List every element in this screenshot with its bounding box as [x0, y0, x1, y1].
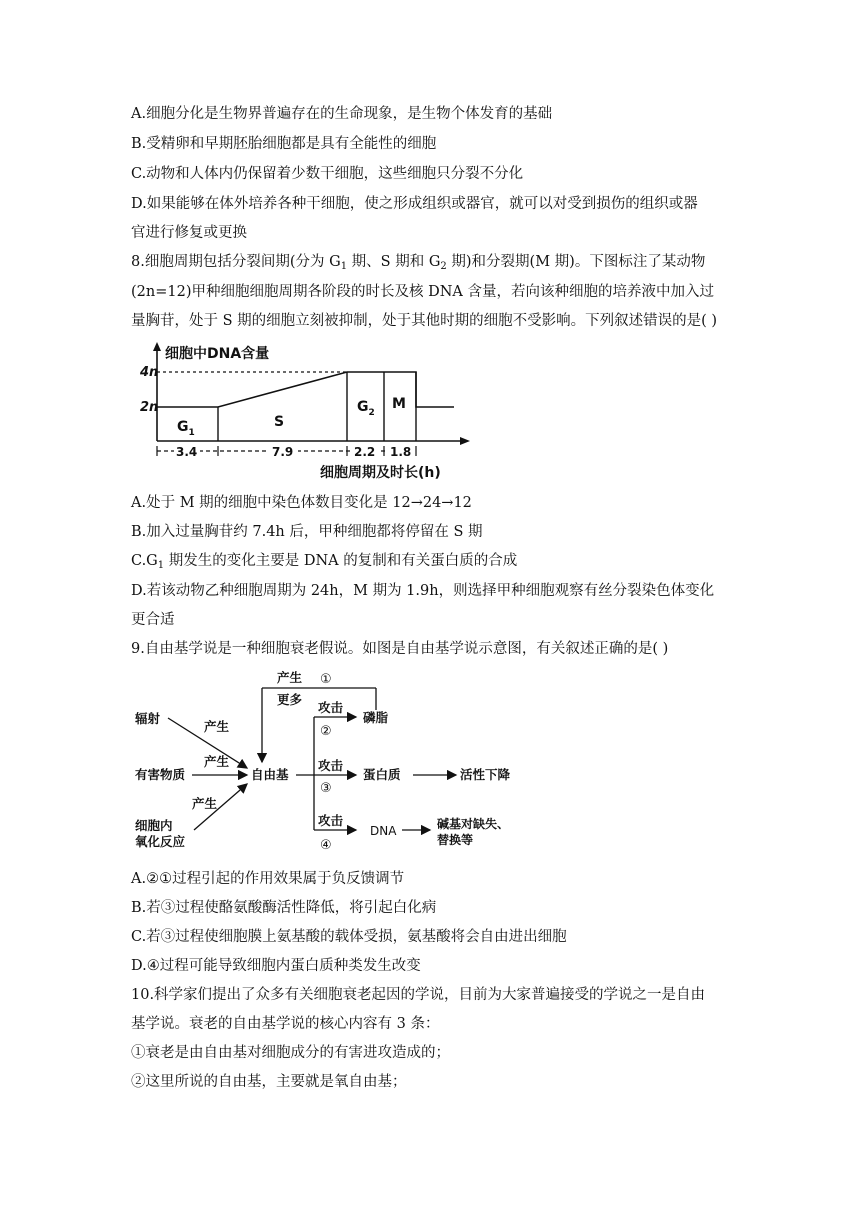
num-3: ③ [320, 781, 332, 796]
free-radical-diagram [130, 666, 530, 860]
more-label: 更多 [277, 692, 303, 707]
q8-stem-line3: 量胸苷，处于 S 期的细胞立刻被抑制，处于其他时期的细胞不受影响。下列叙述错误的是( ) [131, 313, 718, 329]
q7-option-d: D.如果能够在体外培养各种干细胞，使之形成组织或器官，就可以对受到损伤的组织或器 [131, 196, 698, 212]
q8-option-a: A.处于 M 期的细胞中染色体数目变化是 12→24→12 [131, 495, 472, 511]
q10-point-1: ①衰老是由自由基对细胞成分的有害进攻造成的； [131, 1045, 450, 1061]
q8-option-b: B.加入过量胸苷约 7.4h 后，甲种细胞都将停留在 S 期 [131, 524, 483, 540]
q7-option-b: B.受精卵和早期胚胎细胞都是具有全能性的细胞 [131, 136, 437, 152]
x-axis-label: 细胞周期及时长(h) [320, 465, 441, 481]
source-oxidation: 氧化反应 [135, 834, 186, 849]
dna-content-chart [140, 340, 480, 482]
y-tick-2n: 2n [140, 400, 159, 415]
y-tick-4n: 4n [140, 365, 159, 380]
produce-label-2: 产生 [204, 754, 230, 769]
q7-option-c: C.动物和人体内仍保留着少数干细胞，这些细胞只分裂不分化 [131, 166, 524, 182]
q10-point-2: ②这里所说的自由基，主要就是氧自由基； [131, 1074, 407, 1090]
produce-label-3: 产生 [192, 796, 218, 811]
target-protein: 蛋白质 [363, 767, 401, 782]
q10-stem-line1: 10.科学家们提出了众多有关细胞衰老起因的学说，目前为大家普遍接受的学说之一是自由 [131, 987, 706, 1003]
result-activity-decline: 活性下降 [460, 767, 511, 782]
duration-g2: 2.2 [354, 445, 376, 459]
q7-option-a: A.细胞分化是生物界普遍存在的生命现象，是生物个体发育的基础 [131, 106, 553, 122]
dna-content-line [157, 372, 454, 407]
y-axis-label: 细胞中DNA含量 [165, 346, 270, 362]
phase-g1-label: $G_1$ [177, 419, 195, 438]
phase-s-label: S [274, 414, 285, 430]
duration-m: 1.8 [390, 445, 412, 459]
q9-option-b: B.若③过程使酪氨酸酶活性降低，将引起白化病 [131, 900, 437, 916]
attack-label-3: 攻击 [318, 813, 344, 828]
num-2: ② [320, 724, 332, 739]
q8-stem-line1: 8.细胞周期包括分裂间期(分为 $G_1$ 期、S 期和 $G_2$ 期)和分裂期(M 期)。下图标注了某动物 [131, 254, 706, 272]
q9-stem: 9.自由基学说是一种细胞衰老假说。如图是自由基学说示意图，有关叙述正确的是( ) [131, 641, 669, 657]
target-phospholipid: 磷脂 [363, 710, 389, 725]
target-dna: DNA [370, 824, 397, 838]
attack-label-1: 攻击 [318, 700, 344, 715]
duration-s: 7.9 [272, 445, 294, 459]
source-intracellular: 细胞内 [135, 818, 173, 833]
duration-g1: 3.4 [176, 445, 198, 459]
q8-option-d-cont: 更合适 [131, 612, 175, 628]
attack-label-2: 攻击 [318, 758, 344, 773]
num-4: ④ [320, 838, 332, 853]
source-harmful-substances: 有害物质 [135, 767, 186, 782]
q10-stem-line2: 基学说。衰老的自由基学说的核心内容有 3 条： [131, 1016, 440, 1032]
source-radiation: 辐射 [135, 711, 161, 726]
q7-option-d-cont: 官进行修复或更换 [131, 225, 247, 241]
phase-m-label: M [392, 396, 406, 412]
produce-label-1: 产生 [204, 719, 230, 734]
q8-option-c: $C.G_1$ 期发生的变化主要是 DNA 的复制和有关蛋白质的合成 [131, 553, 518, 571]
phase-g2-label: $G_2$ [357, 399, 375, 418]
result-base-pair-2: 替换等 [437, 833, 474, 847]
q8-stem-line2: (2n=12)甲种细胞细胞周期各阶段的时长及核 DNA 含量，若向该种细胞的培养液中加入过 [131, 284, 714, 300]
q8-option-d: D.若该动物乙种细胞周期为 24h，M 期为 1.9h，则选择甲种细胞观察有丝分裂染色体变化 [131, 583, 715, 599]
num-1: ① [320, 672, 332, 687]
result-base-pair-1: 碱基对缺失、 [437, 817, 510, 831]
q9-option-a: A.②①过程引起的作用效果属于负反馈调节 [131, 871, 405, 887]
free-radical-node: 自由基 [251, 767, 289, 782]
produce-more-label: 产生 [277, 670, 303, 685]
q9-option-c: C.若③过程使细胞膜上氨基酸的载体受损，氨基酸将会自由进出细胞 [131, 929, 567, 945]
q9-option-d: D.④过程可能导致细胞内蛋白质种类发生改变 [131, 958, 421, 974]
